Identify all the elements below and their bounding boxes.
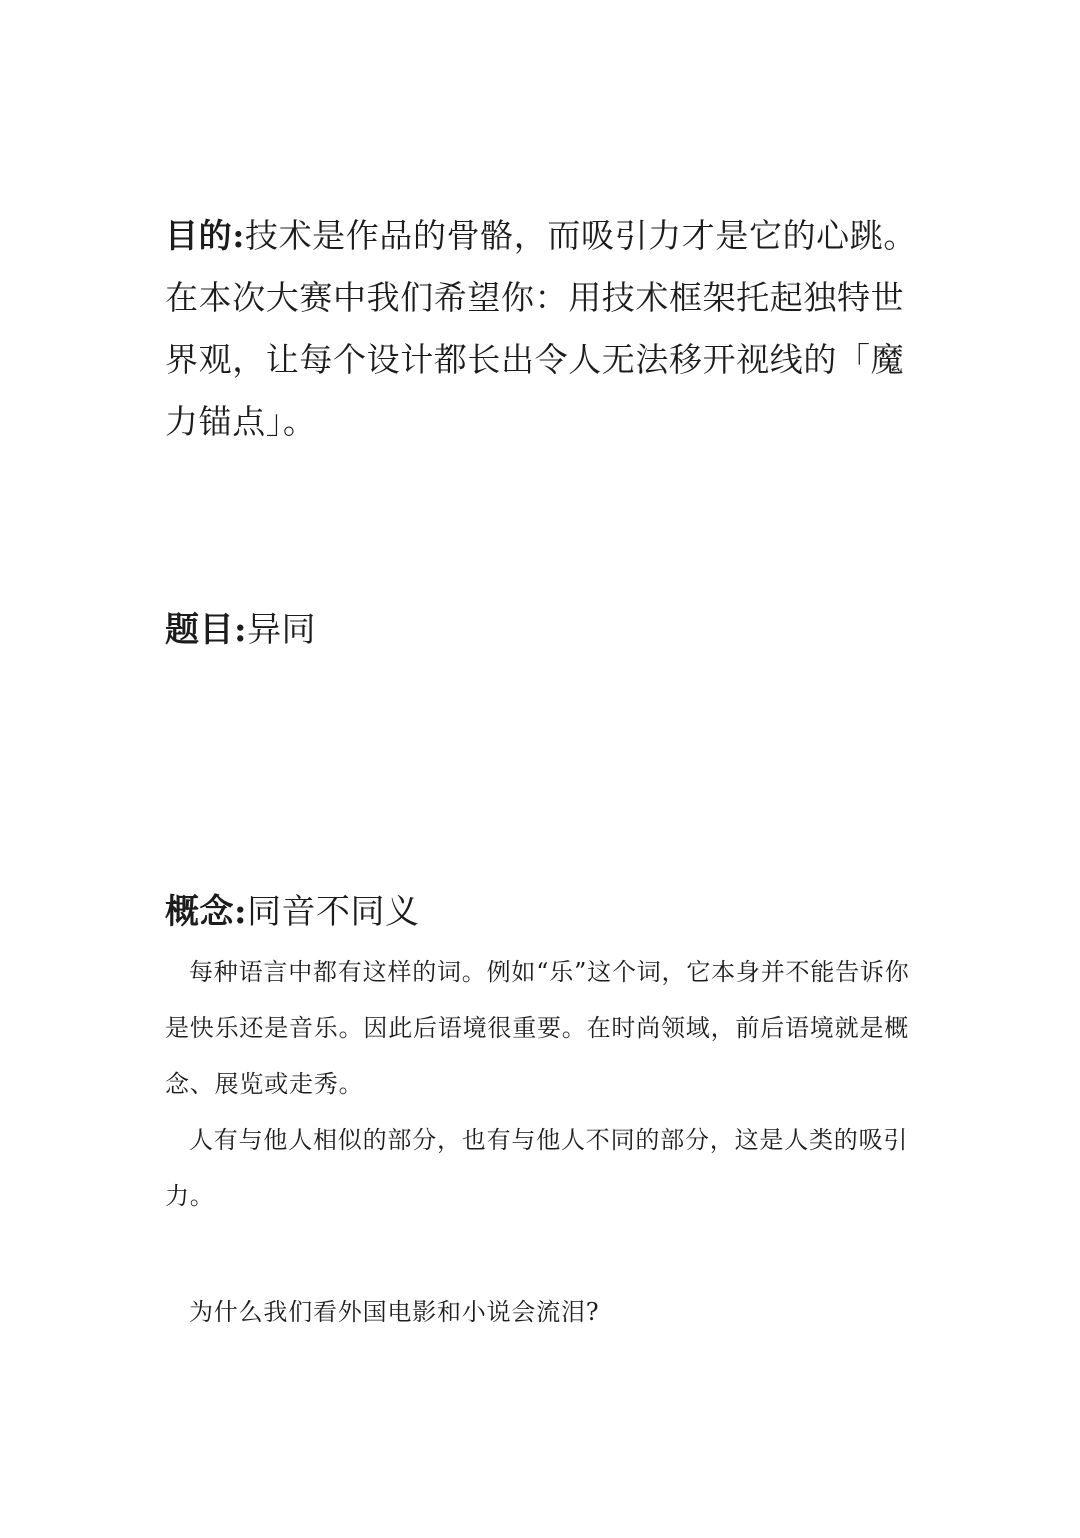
concept-paragraph-2: 人有与他人相似的部分，也有与他人不同的部分，这是人类的吸引力。 <box>165 1126 909 1210</box>
concept-body <box>165 944 925 1224</box>
concept-value: 同音不同义 <box>247 892 420 932</box>
concept-question: 为什么我们看外国电影和小说会流泪? <box>189 1298 600 1326</box>
concept-paragraph-1: 每种语言中都有这样的词。例如“乐”这个词，它本身并不能告诉你是快乐还是音乐。因此后语境很重要。在时尚领域，前后语境就是概念、展览或走秀。 <box>165 958 910 1098</box>
purpose-text: 技术是作品的骨骼，而吸引力才是它的心跳。在本次大赛中我们希望你：用技术框架托起独特世界观，让每个设计都长出令人无法移开视线的「魔力锚点」。 <box>165 216 917 441</box>
purpose-label: 目的: <box>165 216 245 255</box>
topic-label: 题目: <box>165 610 248 650</box>
topic-section <box>165 604 316 656</box>
concept-label: 概念: <box>165 892 248 932</box>
concept-heading <box>165 886 420 938</box>
topic-value: 异同 <box>247 610 317 650</box>
purpose-section <box>165 205 925 453</box>
